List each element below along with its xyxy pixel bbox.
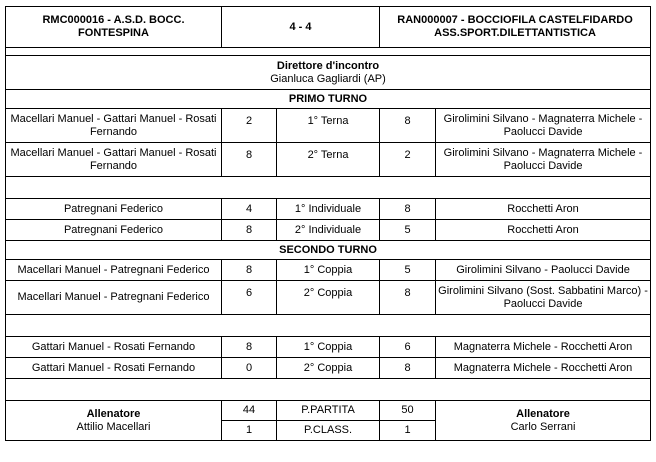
final-score: 4 - 4 (222, 7, 380, 48)
away-score: 8 (380, 358, 436, 379)
away-players-line1: Girolimini Silvano - Magnaterra Michele - (443, 146, 643, 159)
away-score: 8 (380, 281, 436, 315)
home-players-line1: Gattari Manuel - Rosati Fernando (31, 361, 196, 374)
away-coach (436, 401, 651, 441)
home-players (6, 260, 222, 281)
blank-row (6, 379, 651, 401)
game-type: 2° Coppia (277, 281, 380, 315)
home-score: 0 (222, 358, 277, 379)
away-players-line1: Girolimini Silvano - Paolucci Davide (456, 263, 630, 276)
home-players (6, 281, 222, 315)
turn-title-row (6, 241, 651, 260)
home-score: 4 (222, 199, 277, 220)
away-players (436, 199, 651, 220)
game-type: 1° Coppia (277, 260, 380, 281)
blank-cell (6, 315, 651, 337)
game-type: 1° Terna (277, 109, 380, 143)
home-score: 8 (222, 143, 277, 177)
away-score: 5 (380, 220, 436, 241)
home-players-line1: Macellari Manuel - Patregnani Federico (17, 291, 210, 303)
home-players-line2: Fernando (89, 159, 138, 172)
home-players (6, 199, 222, 220)
home-players (6, 143, 222, 177)
home-coach-name: Attilio Macellari (76, 420, 151, 433)
turn-title: PRIMO TURNO (6, 90, 651, 109)
game-type: 1° Individuale (277, 199, 380, 220)
home-score: 8 (222, 220, 277, 241)
game-row (6, 281, 651, 315)
game-row (6, 109, 651, 143)
home-players (6, 358, 222, 379)
footer-row-points (6, 401, 651, 421)
match-points-label: P.PARTITA (277, 401, 380, 421)
game-type: 2° Coppia (277, 358, 380, 379)
away-players-line1: Girolimini Silvano - Magnaterra Michele - (443, 112, 643, 125)
game-type: 2° Terna (277, 143, 380, 177)
director-row (6, 56, 651, 90)
away-coach-label: Allenatore (516, 407, 570, 420)
away-players-line1: Magnaterra Michele - Rocchetti Aron (453, 361, 633, 374)
away-score: 8 (380, 199, 436, 220)
header-row (6, 7, 651, 48)
director-label: Direttore d'incontro (276, 59, 380, 72)
game-row (6, 337, 651, 358)
game-type: 1° Coppia (277, 337, 380, 358)
away-players-line2: Paolucci Davide (503, 159, 583, 172)
home-class-points: 1 (222, 421, 277, 441)
away-players (436, 109, 651, 143)
home-players-line1: Patregnani Federico (63, 223, 164, 236)
home-team-name: RMC000016 - A.S.D. BOCC. FONTESPINA (6, 7, 222, 48)
away-coach-name: Carlo Serrani (510, 420, 576, 433)
home-score: 8 (222, 337, 277, 358)
match-report-table (5, 6, 651, 441)
away-team-name (380, 7, 651, 48)
blank-row (6, 315, 651, 337)
home-score: 8 (222, 260, 277, 281)
home-players (6, 337, 222, 358)
away-team-line2: ASS.SPORT.DILETTANTISTICA (434, 27, 596, 39)
away-match-points: 50 (380, 401, 436, 421)
class-points-label: P.CLASS. (277, 421, 380, 441)
home-score: 6 (222, 281, 277, 315)
away-score: 6 (380, 337, 436, 358)
away-players (436, 281, 651, 315)
home-coach-label: Allenatore (86, 407, 141, 420)
director-name: Gianluca Gagliardi (AP) (270, 72, 386, 85)
away-players (436, 143, 651, 177)
turn-title-row (6, 90, 651, 109)
away-players (436, 260, 651, 281)
home-players-line2: Fernando (89, 125, 138, 138)
home-players-line1: Macellari Manuel - Patregnani Federico (17, 263, 210, 276)
game-row (6, 199, 651, 220)
blank-cell (6, 177, 651, 199)
blank-row (6, 177, 651, 199)
blank-cell (6, 379, 651, 401)
away-players-line1: Magnaterra Michele - Rocchetti Aron (453, 340, 633, 353)
away-players-line1: Girolimini Silvano (Sost. Sabbatini Marco) - (438, 284, 648, 297)
game-row (6, 220, 651, 241)
home-players (6, 220, 222, 241)
game-type: 2° Individuale (277, 220, 380, 241)
away-score: 5 (380, 260, 436, 281)
spacer-row (6, 48, 651, 56)
home-players-line1: Macellari Manuel - Gattari Manuel - Rosati (10, 146, 217, 159)
away-score: 2 (380, 143, 436, 177)
home-players-line1: Gattari Manuel - Rosati Fernando (31, 340, 196, 353)
away-team-line1: RAN000007 - BOCCIOFILA CASTELFIDARDO (397, 14, 633, 26)
away-players-line1: Rocchetti Aron (507, 202, 579, 215)
away-players-line1: Rocchetti Aron (507, 223, 579, 236)
game-row (6, 143, 651, 177)
away-players-line2: Paolucci Davide (503, 125, 583, 138)
game-row (6, 260, 651, 281)
away-players (436, 358, 651, 379)
home-match-points: 44 (222, 401, 277, 421)
home-players-line1: Macellari Manuel - Gattari Manuel - Rosati (10, 112, 217, 125)
spacer-cell (6, 48, 651, 56)
turn-title: SECONDO TURNO (6, 241, 651, 260)
home-score: 2 (222, 109, 277, 143)
home-players-line1: Patregnani Federico (63, 202, 164, 215)
away-players (436, 337, 651, 358)
away-class-points: 1 (380, 421, 436, 441)
away-players-line2: Paolucci Davide (503, 297, 583, 310)
home-players (6, 109, 222, 143)
director-cell (6, 56, 651, 90)
game-row (6, 358, 651, 379)
away-players (436, 220, 651, 241)
away-score: 8 (380, 109, 436, 143)
home-coach (6, 401, 222, 441)
